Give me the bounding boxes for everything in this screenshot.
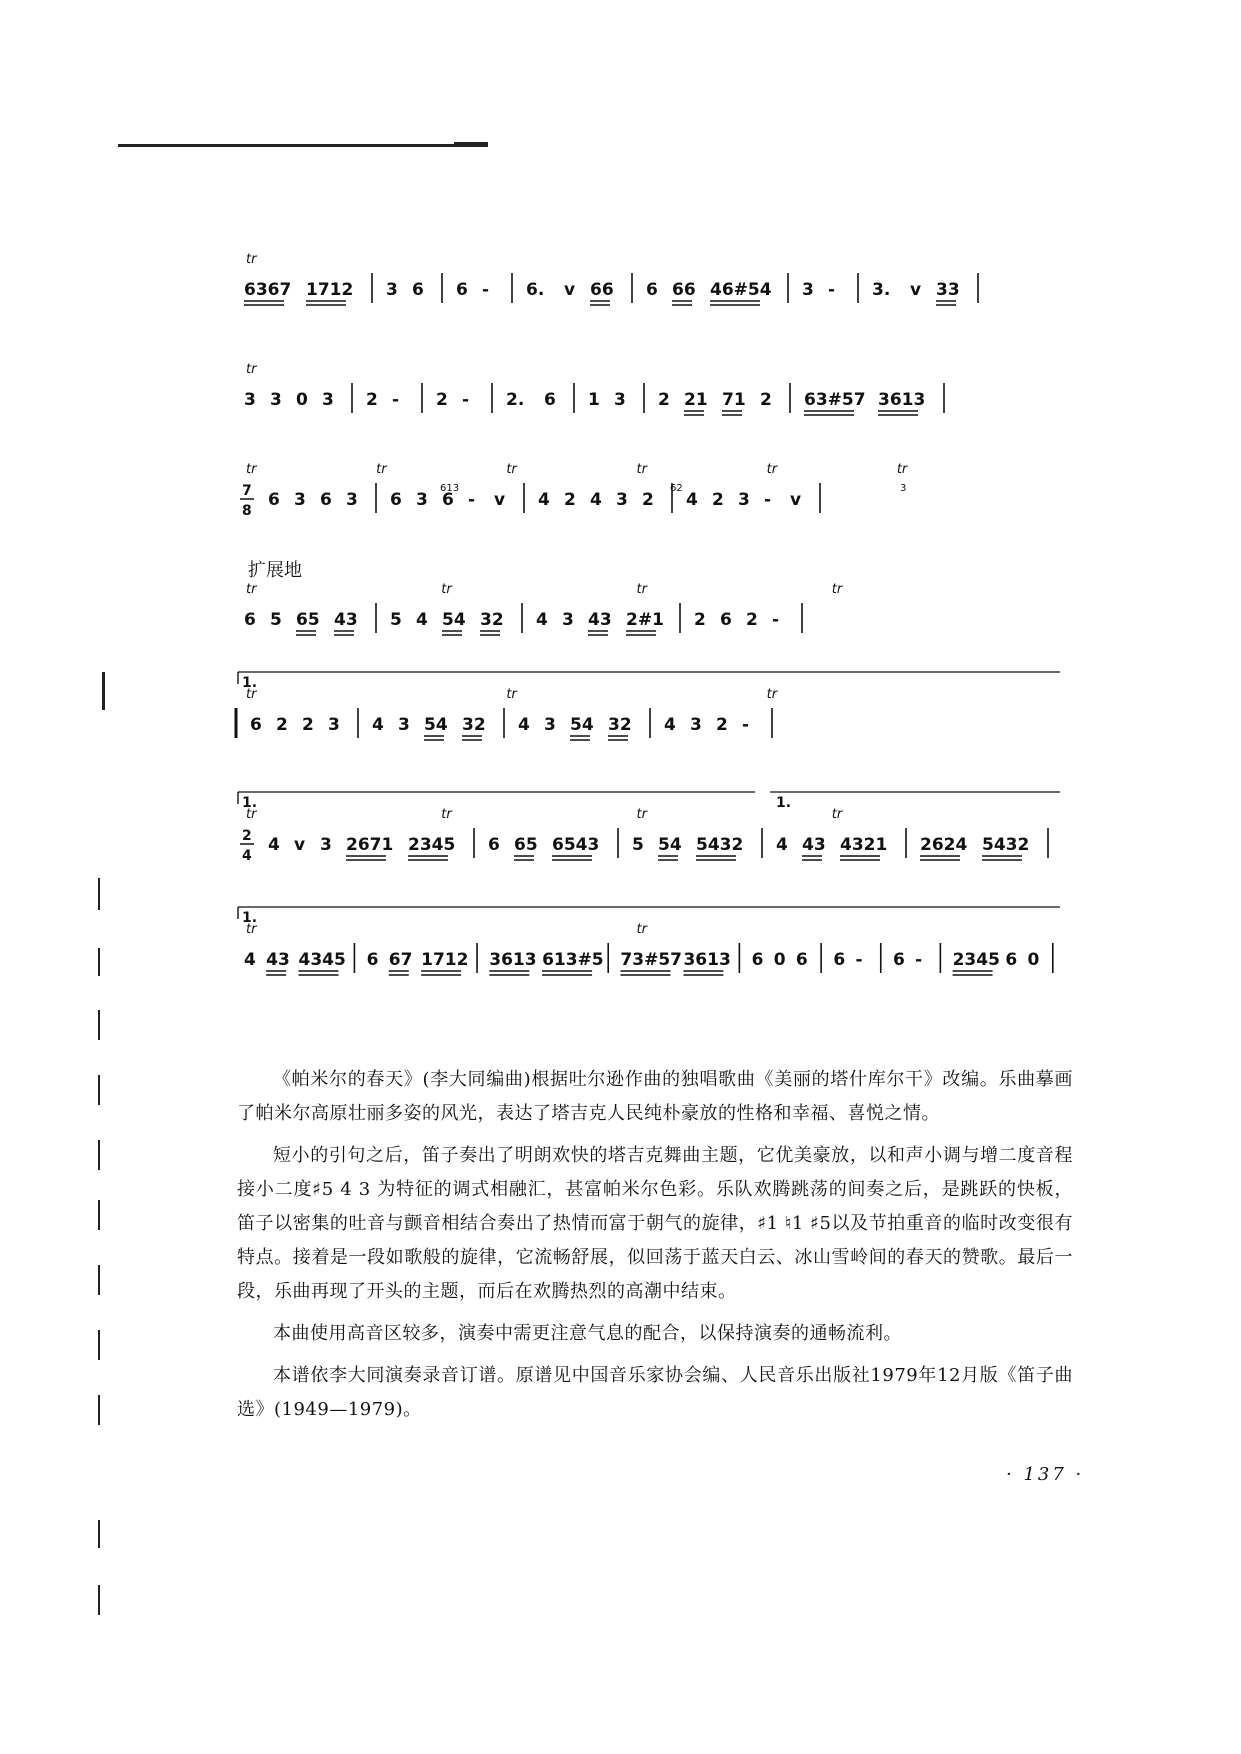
- breath-mark: v: [294, 835, 306, 855]
- note: 3613: [683, 950, 731, 970]
- trill-mark: tr: [246, 922, 257, 937]
- note: 6: [751, 950, 764, 970]
- note: 2: [760, 390, 772, 410]
- note: 3: [294, 490, 306, 510]
- note: -: [772, 610, 780, 630]
- note: 6367: [244, 280, 292, 300]
- note: 3: [544, 715, 556, 735]
- volta-label: 1.: [242, 795, 258, 811]
- note: 6.: [526, 280, 545, 300]
- note: -: [828, 280, 836, 300]
- note: 65: [296, 610, 320, 630]
- note: 2: [712, 490, 724, 510]
- trill-mark: tr: [246, 582, 257, 597]
- note: 3: [244, 390, 256, 410]
- note: 4321: [840, 835, 888, 855]
- trill-mark: tr: [896, 462, 908, 477]
- note: 4: [518, 715, 530, 735]
- note: 6: [320, 490, 332, 510]
- note: 0: [296, 390, 308, 410]
- trill-mark: tr: [246, 687, 257, 702]
- trill-mark: tr: [246, 462, 257, 477]
- note: 5432: [696, 835, 744, 855]
- note: 3: [690, 715, 702, 735]
- note: 32: [608, 715, 632, 735]
- note: 3613: [489, 950, 537, 970]
- note: 2: [716, 715, 728, 735]
- note: 4: [538, 490, 550, 510]
- note: 6543: [552, 835, 600, 855]
- paragraph: 本曲使用高音区较多，演奏中需更注意气息的配合，以保持演奏的通畅流利。: [273, 1323, 902, 1344]
- note: 2: [564, 490, 576, 510]
- paragraph: 《帕米尔的春天》(李大同编曲)根据吐尔逊作曲的独唱歌曲《美丽的塔什库尔干》改编。乐曲摹画了帕米尔高原壮丽多姿的风光，表达了塔吉克人民纯朴豪放的性格和幸福、喜悦之情。: [237, 1069, 1073, 1124]
- note: 6: [366, 950, 379, 970]
- note: 4: [776, 835, 788, 855]
- note: 43: [588, 610, 612, 630]
- note: 3: [398, 715, 410, 735]
- note: 3613: [878, 390, 926, 410]
- note: 63#57: [804, 390, 866, 410]
- note: 2624: [920, 835, 968, 855]
- note: 2: [276, 715, 288, 735]
- note: 2345: [952, 950, 1000, 970]
- time-signature: 2: [242, 828, 252, 844]
- note: 32: [480, 610, 504, 630]
- trill-mark: tr: [441, 807, 452, 822]
- note: 54: [424, 715, 448, 735]
- note: 6: [456, 280, 468, 300]
- note: 5432: [982, 835, 1030, 855]
- note: 1712: [421, 950, 469, 970]
- note: 6: [268, 490, 280, 510]
- note: 65: [514, 835, 538, 855]
- volta-label: 1.: [242, 910, 258, 926]
- note: 4: [686, 490, 698, 510]
- paragraph: 本谱依李大同演奏录音订谱。原谱见中国音乐家协会编、人民音乐出版社1979年12月版《笛子曲选》(1949—1979)。: [237, 1365, 1073, 1420]
- note: 2#1: [626, 610, 664, 630]
- note: 3: [416, 490, 428, 510]
- grace-note: 3: [900, 483, 907, 494]
- note: 6: [833, 950, 846, 970]
- note: -: [462, 390, 470, 410]
- note: 6: [892, 950, 905, 970]
- trill-mark: tr: [376, 462, 387, 477]
- note: 71: [722, 390, 746, 410]
- note: 2345: [408, 835, 456, 855]
- note: 4345: [298, 950, 346, 970]
- note: 3: [322, 390, 334, 410]
- note: 43: [802, 835, 826, 855]
- trill-mark: tr: [636, 922, 647, 937]
- note: -: [764, 490, 772, 510]
- note: 6: [412, 280, 424, 300]
- note: -: [468, 490, 476, 510]
- note: 2: [746, 610, 758, 630]
- trill-mark: tr: [441, 582, 452, 597]
- trill-mark: tr: [636, 462, 647, 477]
- note: 6: [488, 835, 500, 855]
- note: 5: [270, 610, 282, 630]
- note: 66: [590, 280, 614, 300]
- grace-note: 613: [440, 483, 460, 494]
- note: 4: [416, 610, 428, 630]
- time-signature: 8: [242, 503, 252, 519]
- note: 3: [614, 390, 626, 410]
- note: 0: [773, 950, 786, 970]
- note: 1712: [306, 280, 354, 300]
- trill-mark: tr: [636, 582, 647, 597]
- note: 3: [738, 490, 750, 510]
- breath-mark: v: [790, 490, 802, 510]
- note: 3: [802, 280, 814, 300]
- note: 4: [244, 950, 256, 970]
- breath-mark: v: [910, 280, 922, 300]
- note: 6: [250, 715, 262, 735]
- note: 46#54: [710, 280, 772, 300]
- note: 6: [720, 610, 732, 630]
- breath-mark: v: [494, 490, 506, 510]
- note: 4: [536, 610, 548, 630]
- note: 4: [268, 835, 280, 855]
- note: 33: [936, 280, 960, 300]
- note: 2.: [506, 390, 525, 410]
- note: 4: [372, 715, 384, 735]
- note: 2: [302, 715, 314, 735]
- trill-mark: tr: [831, 807, 843, 822]
- trill-mark: tr: [766, 462, 778, 477]
- note: 4: [664, 715, 676, 735]
- trill-mark: tr: [506, 687, 517, 702]
- note: 2: [366, 390, 378, 410]
- note: 43: [266, 950, 290, 970]
- note: 6: [442, 490, 454, 510]
- note: 6: [544, 390, 556, 410]
- note: 3: [346, 490, 358, 510]
- trill-mark: tr: [766, 687, 778, 702]
- trill-mark: tr: [636, 807, 647, 822]
- note: 3: [328, 715, 340, 735]
- note: 2: [694, 610, 706, 630]
- note: 1: [588, 390, 600, 410]
- note: 66: [672, 280, 696, 300]
- note: 32: [462, 715, 486, 735]
- note: 6: [390, 490, 402, 510]
- time-signature: 7: [242, 483, 252, 499]
- note: 67: [388, 950, 413, 970]
- note: 3: [320, 835, 332, 855]
- note: 3: [270, 390, 282, 410]
- note: 5: [390, 610, 402, 630]
- trill-mark: tr: [246, 362, 257, 377]
- note: 2: [642, 490, 654, 510]
- note: 21: [684, 390, 708, 410]
- breath-mark: v: [564, 280, 576, 300]
- paragraph: 短小的引句之后，笛子奏出了明朗欢快的塔吉克舞曲主题，它优美豪放，以和声小调与增二度音程接小二度♯5 4 3 为特征的调式相融汇，甚富帕米尔色彩。乐队欢腾跳荡的间奏之后，是跳跃的快板，笛子以密集的吐音与颤音相结合奏出了热情而富于朝气的旋律，♯1 ♮1 ♯5以及节拍重音的临时改变很有特点。接着是一段如歌般的旋律，它流畅舒展，似回荡于蓝天白云、冰山雪岭间的春天的赞歌。最后一段，乐曲再现了开头的主题，而后在欢腾热烈的高潮中结束。: [237, 1145, 1073, 1302]
- note: 6: [646, 280, 658, 300]
- note: -: [742, 715, 750, 735]
- trill-mark: tr: [246, 252, 257, 267]
- note: 73#57: [620, 950, 682, 970]
- note: 5: [632, 835, 644, 855]
- note: 3.: [872, 280, 891, 300]
- note: 4: [590, 490, 602, 510]
- note: 6: [1005, 950, 1018, 970]
- page-number: · 137 ·: [1006, 1464, 1085, 1485]
- note: 613#5: [542, 950, 604, 970]
- note: 54: [658, 835, 682, 855]
- commentary: [237, 1063, 1073, 1435]
- time-signature: 4: [242, 848, 252, 864]
- grace-note: 62: [670, 483, 683, 494]
- volta-label: 1.: [242, 675, 258, 691]
- note: 54: [570, 715, 594, 735]
- note: -: [482, 280, 490, 300]
- volta-label: 1.: [776, 795, 792, 811]
- note: 2: [658, 390, 670, 410]
- note: 6: [795, 950, 808, 970]
- trill-mark: tr: [246, 807, 257, 822]
- note: 3: [386, 280, 398, 300]
- note: 0: [1027, 950, 1040, 970]
- note: 3: [616, 490, 628, 510]
- note: -: [855, 950, 863, 970]
- note: -: [392, 390, 400, 410]
- note: 6: [244, 610, 256, 630]
- note: 2671: [346, 835, 394, 855]
- note: -: [915, 950, 923, 970]
- note: 54: [442, 610, 466, 630]
- note: 2: [436, 390, 448, 410]
- tempo-marking: 扩展地: [248, 560, 302, 581]
- trill-mark: tr: [506, 462, 517, 477]
- note: 43: [334, 610, 358, 630]
- trill-mark: tr: [831, 582, 843, 597]
- note: 3: [562, 610, 574, 630]
